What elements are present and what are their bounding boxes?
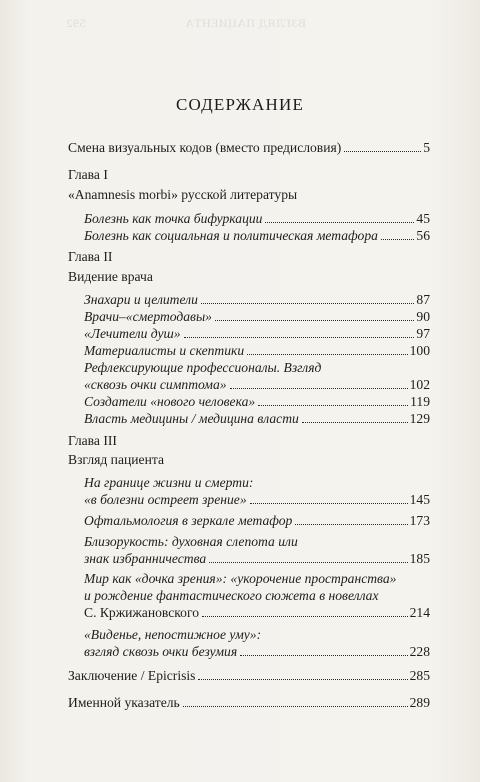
toc-leader-dots (183, 706, 408, 707)
toc-entry-ch3-s4-line1[interactable]: Мир как «дочка зрения»: «укорочение пространства» (84, 571, 397, 586)
toc-page-number: 145 (409, 492, 430, 507)
toc-leader-dots (184, 337, 415, 338)
chapter-3-title[interactable]: Взгляд пациента (68, 452, 164, 467)
toc-page-number: 5 (423, 140, 430, 155)
toc-page-number: 173 (409, 513, 430, 528)
toc-entry-ch3-s1[interactable] (84, 491, 430, 508)
toc-entry-intro[interactable] (68, 139, 430, 156)
toc-entry-index[interactable] (68, 694, 430, 711)
toc-leader-dots (295, 524, 407, 525)
toc-entry-title: Материалисты и скептики (84, 343, 245, 358)
toc-entry-ch3-s4[interactable] (84, 604, 430, 621)
toc-entry-title: Власть медицины / медицина власти (84, 411, 299, 426)
toc-entry-title: Офтальмология в зеркале метафор (84, 513, 293, 528)
toc-leader-dots (247, 354, 407, 355)
toc-entry-title: Создатели «нового человека» (84, 394, 256, 409)
toc-entry-ch2-s4[interactable] (84, 342, 430, 359)
toc-page-number: 228 (409, 644, 430, 659)
toc-page-number: 90 (416, 309, 430, 324)
toc-entry-ch1-s2[interactable] (84, 227, 430, 244)
toc-leader-dots (215, 320, 414, 321)
toc-entry-ch3-s3[interactable] (84, 550, 430, 567)
toc-leader-dots (201, 303, 415, 304)
toc-entry-title: «Лечители душ» (84, 326, 181, 341)
toc-entry-title: Смена визуальных кодов (вместо предисловия) (68, 140, 342, 155)
show-through-page-number: 592 (66, 16, 86, 30)
toc-leader-dots (209, 562, 407, 563)
toc-leader-dots (250, 503, 408, 504)
toc-entry-ch2-s5[interactable] (84, 376, 430, 393)
toc-entry-ch3-s5-line1[interactable]: «Виденье, непостижное уму»: (84, 627, 262, 642)
toc-page-number: 45 (416, 211, 430, 226)
toc-page-number: 289 (409, 695, 430, 710)
toc-entry-title: знак избранничества (84, 551, 207, 566)
toc-page-number: 129 (409, 411, 430, 426)
toc-entry-conclusion[interactable] (68, 667, 430, 684)
toc-page-number: 119 (410, 394, 430, 409)
toc-entry-ch2-s6[interactable] (84, 393, 430, 410)
toc-entry-title: Болезнь как социальная и политическая метафора (84, 228, 378, 243)
toc-entry-title: Знахари и целители (84, 292, 198, 307)
toc-page-number: 87 (416, 292, 430, 307)
toc-entry-title: С. Кржижановского (84, 605, 200, 620)
chapter-1-title[interactable]: «Anamnesis morbi» русской литературы (68, 187, 298, 202)
toc-entry-title: взгляд сквозь очки безумия (84, 644, 238, 659)
toc-entry-ch3-s4-line2[interactable]: и рождение фантастического сюжета в новеллах (84, 588, 379, 603)
toc-page-number: 97 (416, 326, 430, 341)
toc-leader-dots (202, 616, 408, 617)
toc-page-number: 185 (409, 551, 430, 566)
toc-entry-ch2-s5-line1[interactable]: Рефлексирующие профессионалы. Взгляд (84, 360, 322, 375)
chapter-2-label: Глава II (68, 249, 113, 264)
toc-leader-dots (344, 151, 421, 152)
toc-entry-ch2-s2[interactable] (84, 308, 430, 325)
toc-leader-dots (265, 222, 414, 223)
toc-entry-title: Заключение / Epicrisis (68, 668, 196, 683)
toc-leader-dots (381, 239, 414, 240)
toc-entry-ch2-s7[interactable] (84, 410, 430, 427)
toc-entry-title: Именной указатель (68, 695, 180, 710)
chapter-1-label: Глава I (68, 167, 108, 182)
toc-entry-ch2-s3[interactable] (84, 325, 430, 342)
toc-page-number: 100 (409, 343, 430, 358)
toc-page-number: 285 (409, 668, 430, 683)
show-through-running-title: ВЗГЛЯД ПАЦИЕНТА (185, 16, 306, 30)
toc-leader-dots (240, 655, 407, 656)
toc-entry-ch3-s5[interactable] (84, 643, 430, 660)
page-title: СОДЕРЖАНИЕ (175, 95, 305, 114)
toc-entry-ch3-s1-line1[interactable]: На границе жизни и смерти: (84, 475, 254, 490)
toc-leader-dots (302, 422, 408, 423)
chapter-3-label: Глава III (68, 433, 117, 448)
toc-entry-ch3-s3-line1[interactable]: Близорукость: духовная слепота или (84, 534, 298, 549)
toc-leader-dots (230, 388, 408, 389)
toc-leader-dots (258, 405, 408, 406)
toc-entry-ch3-s2[interactable] (84, 512, 430, 529)
toc-leader-dots (198, 679, 407, 680)
toc-entry-ch2-s1[interactable] (84, 291, 430, 308)
toc-page-number: 102 (409, 377, 430, 392)
toc-page-number: 56 (416, 228, 430, 243)
toc-entry-title: «в болезни остреет зрение» (84, 492, 247, 507)
toc-page-number: 214 (409, 605, 430, 620)
toc-entry-ch1-s1[interactable] (84, 210, 430, 227)
toc-entry-title: «сквозь очки симптома» (84, 377, 227, 392)
toc-entry-title: Врачи–«смертодавы» (84, 309, 212, 324)
toc-entry-title: Болезнь как точка бифуркации (84, 211, 263, 226)
chapter-2-title[interactable]: Видение врача (68, 269, 153, 284)
